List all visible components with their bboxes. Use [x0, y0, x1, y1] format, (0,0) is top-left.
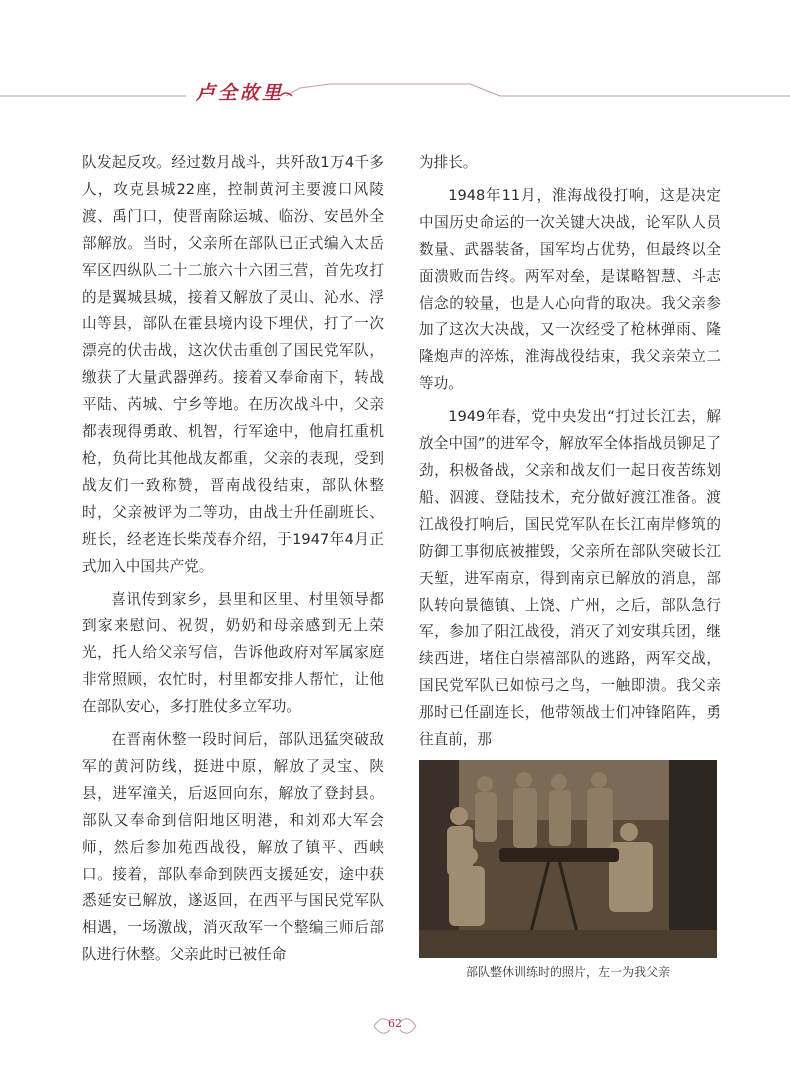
paragraph: 1948年11月，淮海战役打响，这是决定中国历史命运的一次关键大决战，论军队人员数量、武器装备，国军均占优势，但最终以全面溃败而告终。两军对垒，是谋略智慧、斗志信念的较量，也是人心向背的取决。我父亲参加了这次大决战，又一次经受了枪林弹雨、隆隆炮声的淬炼，淮海战役结束，我父亲荣立二等功。	[419, 186, 721, 393]
page-number: 62	[388, 1017, 402, 1030]
historical-photo	[419, 760, 717, 958]
soldiers-photo-image	[419, 760, 717, 958]
right-column	[419, 150, 721, 754]
photo-caption: 部队整休训练时的照片，左一为我父亲	[465, 965, 670, 979]
page-number-ornament	[370, 1011, 420, 1041]
header-ornament	[0, 0, 790, 130]
page-header	[0, 0, 790, 130]
left-column	[82, 150, 384, 969]
paragraph: 喜讯传到家乡，县里和区里、村里领导都到家来慰问、祝贺，奶奶和母亲感到无上荣光，托人给父亲写信，告诉他政府对军属家庭非常照顾，农忙时，村里都安排人帮忙，让他在部队安心，多打胜仗多立军功。	[82, 590, 384, 716]
paragraph: 1949年春，党中央发出“打过长江去，解放全中国”的进军令，解放军全体指战员铆足了劲，积极备战，父亲和战友们一起日夜苦练划船、泅渡、登陆技术，充分做好渡江准备。渡江战役打响后，国民党军队在长江南岸修筑的防御工事彻底被摧毁，父亲所在部队突破长江天堑，进军南京，得到南京已解放的消息，部队转向景德镇、上饶、广州，之后，部队急行军，参加了阳江战役，消灭了刘安琪兵团，继续西进，堵住白崇禧部队的逃路，两军交战，国民党军队已如惊弓之鸟，一触即溃。我父亲那时已任副连长，他带领战士们冲锋陷阵，勇往直前，那	[419, 408, 721, 749]
section-title: 卢全故里	[196, 82, 285, 104]
paragraph: 为排长。	[419, 154, 478, 171]
paragraph: 在晋南休整一段时间后，部队迅猛突破敌军的黄河防线，挺进中原，解放了灵宝、陕县，进军潼关，后返回向东，解放了登封县。部队又奉命到信阳地区明港，和刘邓大军会师，然后参加苑西战役，解放了镇平、西峡口。接着，部队奉命到陕西支援延安，途中获悉延安已解放，遂返回，在西平与国民党军队相遇，一场激战，消灭敌军一个整编三师后部队进行休整。父亲此时已被任命	[82, 731, 384, 964]
paragraph: 队发起反攻。经过数月战斗，共歼敌1万4千多人，攻克县城22座，控制黄河主要渡口风陵渡、禹门口，使晋南除运城、临汾、安邑外全部解放。当时，父亲所在部队已正式编入太岳军区四纵队二十二旅六十六团三营，首先攻打的是翼城县城，接着又解放了灵山、沁水、浮山等县，部队在霍县境内设下埋伏，打了一次漂亮的伏击战，这次伏击重创了国民党军队，缴获了大量武器弹药。接着又奉命南下，转战平陆、芮城、宁乡等地。在历次战斗中，父亲都表现得勇敢、机智，行军途中，他肩扛重机枪，负荷比其他战友都重，父亲的表现，受到战友们一致称赞，晋南战役结束，部队休整时，父亲被评为二等功，由战士升任副班长、班长，经老连长柴茂春介绍，于1947年4月正式加入中国共产党。	[82, 154, 384, 575]
